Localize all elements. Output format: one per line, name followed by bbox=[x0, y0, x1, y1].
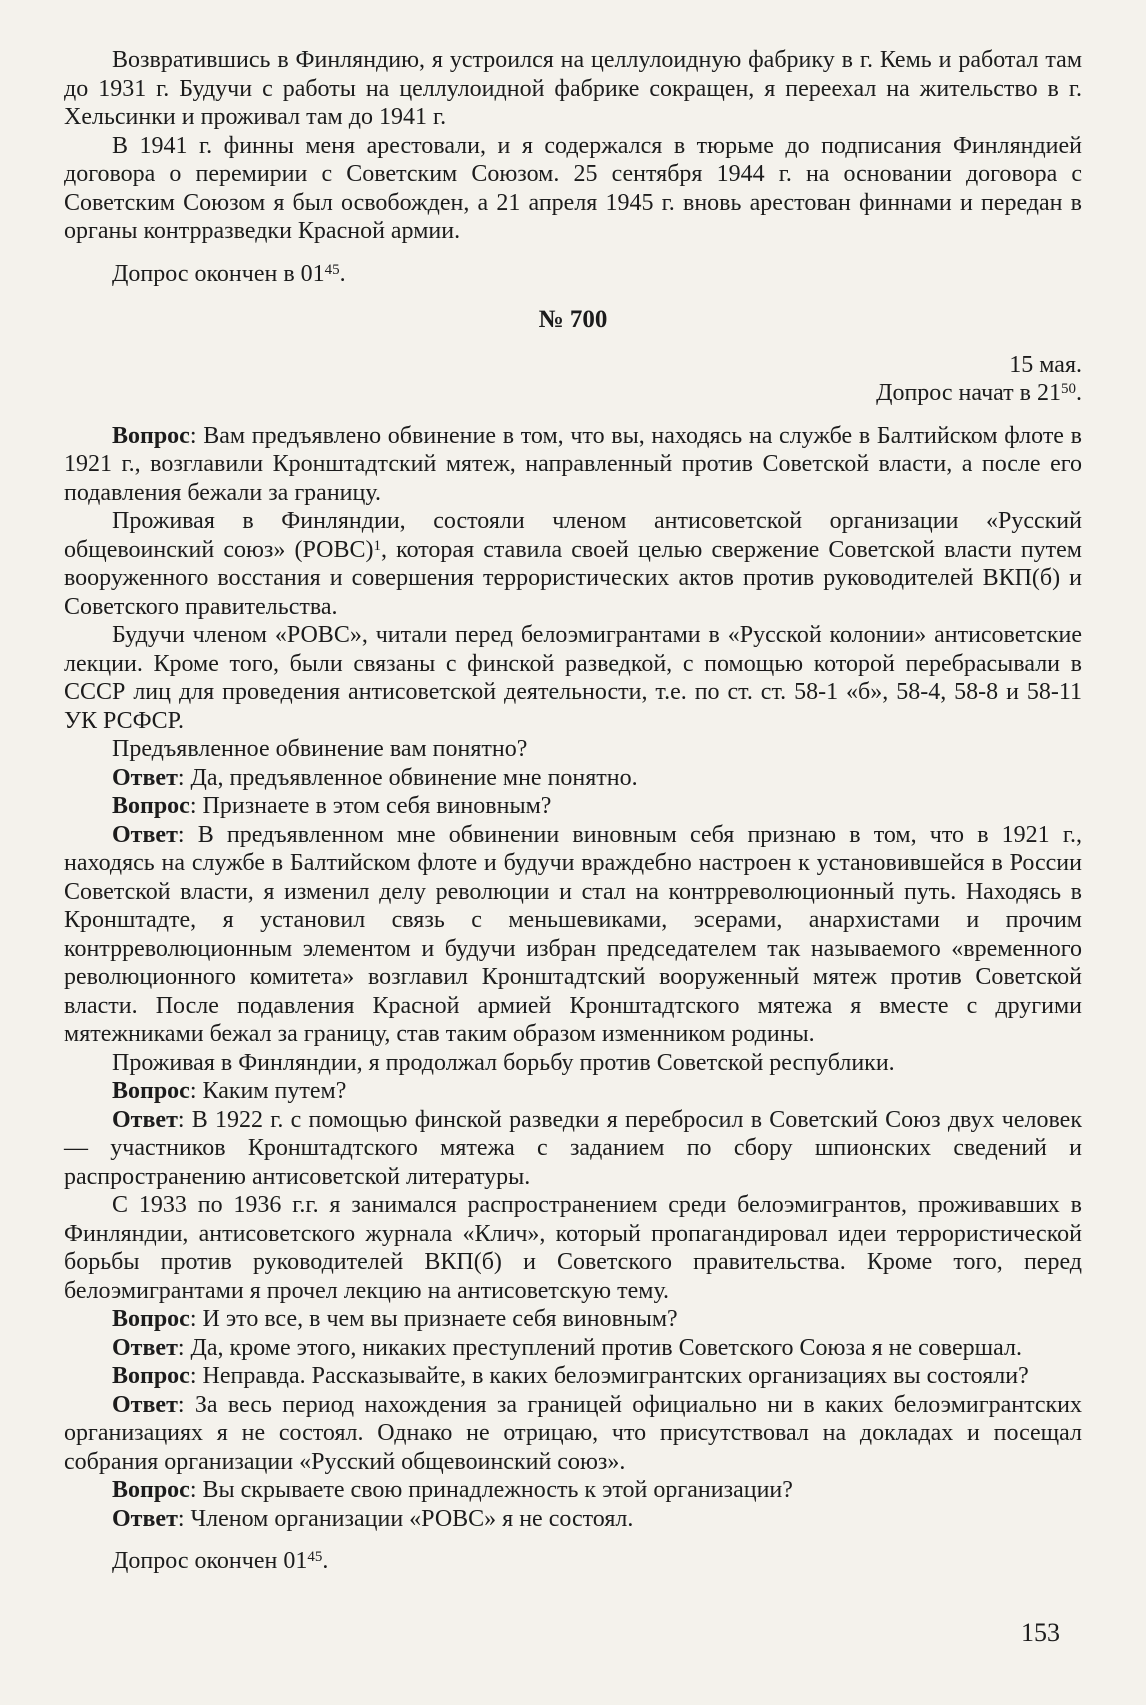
answer-1: Ответ: Да, предъявленное обвинение мне понятно. bbox=[112, 764, 638, 791]
question-4: Вопрос: И это все, в чем вы признаете себя виновным? bbox=[112, 1306, 678, 1332]
document-number: № 700 bbox=[538, 306, 608, 333]
paragraph-struggle: Проживая в Финляндии, я продолжал борьбу против Советской республики. bbox=[112, 1049, 895, 1076]
question-1: Вопрос: Вам предъявлено обвинение в том, что вы, находясь на службе в Балтийском флоте в 1921 г., возглавили Кронштадтский мятеж, направленный против Советской власти, а после его подавления бежали за границу. bbox=[64, 422, 1082, 506]
answer-4: Ответ: Да, кроме этого, никаких преступлений против Советского Союза я не совершал. bbox=[112, 1334, 1022, 1361]
paragraph-arrest-1941: В 1941 г. финны меня арестовали, и я содержался в тюрьме до подписания Финляндией договора о перемирии с Советским Союзом. 25 сентября 1944 г. на основании договора с Советским Союзом я был освобожден, а 21 апреля 1945 г. вновь арестован финнами и передан в органы контрразведки Красной армии. bbox=[64, 132, 1082, 244]
paragraph-charge-question: Предъявленное обвинение вам понятно? bbox=[112, 736, 528, 762]
paragraph-lectures: Будучи членом «РОВС», читали перед белоэмигрантами в «Русской колонии» антисоветские лекции. Кроме того, были связаны с финской разведкой, с помощью которой перебрасывали в СССР лиц для проведения антисоветской деятельности, т.е. по ст. ст. 58-1 «б», 58-4, 58-8 и 58-11 УК РСФСР. bbox=[64, 622, 1082, 734]
answer-3: Ответ: В 1922 г. с помощью финской разведки я перебросил в Советский Союз двух человек — участников Кронштадтского мятежа с заданием по сбору шпионских сведений и распространению антисоветской литературы. bbox=[64, 1106, 1082, 1190]
question-5: Вопрос: Неправда. Рассказывайте, в каких белоэмигрантских организациях вы состояли? bbox=[112, 1363, 1029, 1389]
paragraph-return-finland: Возвратившись в Финляндию, я устроился на целлулоидную фабрику в г. Кемь и работал там до 1931 г. Будучи с работы на целлулоидной фабрике сокращен, я переехал на жительство в г. Хельсинки и проживал там до 1941 г. bbox=[64, 47, 1082, 130]
answer-6: Ответ: Членом организации «РОВС» я не состоял. bbox=[112, 1505, 634, 1532]
interrogation-end-2: Допрос окончен $01^{45}$. bbox=[112, 1548, 329, 1574]
question-6: Вопрос: Вы скрываете свою принадлежность к этой организации? bbox=[112, 1477, 793, 1503]
answer-2: Ответ: В предъявленном мне обвинении виновным себя признаю в том, что в 1921 г., находясь на службе в Балтийском флоте и будучи враждебно настроен к установившейся в России Советской власти, я изменил делу революции и стал на контрреволюционный путь. Находясь в Кронштадте, я установил связь с меньшевиками, эсерами, анархистами и прочим контрреволюционным элементом и будучи избран председателем так называемого «временного революционного комитета» возглавил Кронштадтский вооруженный мятеж против Советской власти. После подавления Красной армией Кронштадтского мятежа я вместе с другими мятежниками бежал за границу, став таким образом изменником родины. bbox=[64, 821, 1082, 1047]
interrogation-start: Допрос начат в $21^{50}$. bbox=[876, 380, 1082, 406]
document-page bbox=[64, 46, 1082, 1576]
paragraph-klich-journal: С 1933 по 1936 г.г. я занимался распространением среди белоэмигрантов, проживавших в Финляндии, антисоветского журнала «Клич», который пропагандировал идеи террористической борьбы против руководителей ВКП(б) и Советского правительства. Кроме того, перед белоэмигрантами я прочел лекцию на антисоветскую тему. bbox=[64, 1192, 1082, 1304]
question-3: Вопрос: Каким путем? bbox=[112, 1078, 347, 1104]
page-number: 153 bbox=[1021, 1618, 1060, 1647]
document-date: 15 мая. bbox=[1009, 351, 1082, 378]
answer-5: Ответ: За весь период нахождения за границей официально ни в каких белоэмигрантских организациях я не состоял. Однако не отрицаю, что присутствовал на докладах и посещал собрания организации «Русский общевоинский союз». bbox=[64, 1391, 1082, 1475]
question-2: Вопрос: Признаете в этом себя виновным? bbox=[112, 793, 552, 819]
interrogation-end-1: Допрос окончен в $01^{45}$. bbox=[112, 260, 346, 287]
paragraph-rovs-membership: Проживая в Финляндии, состояли членом антисоветской организации «Русский общевоинский союз» (РОВС)$^1$, которая ставила своей целью свержение Советской власти путем вооруженного восстания и совершения террористических актов против руководителей ВКП(б) и Советского правительства. bbox=[64, 508, 1082, 620]
